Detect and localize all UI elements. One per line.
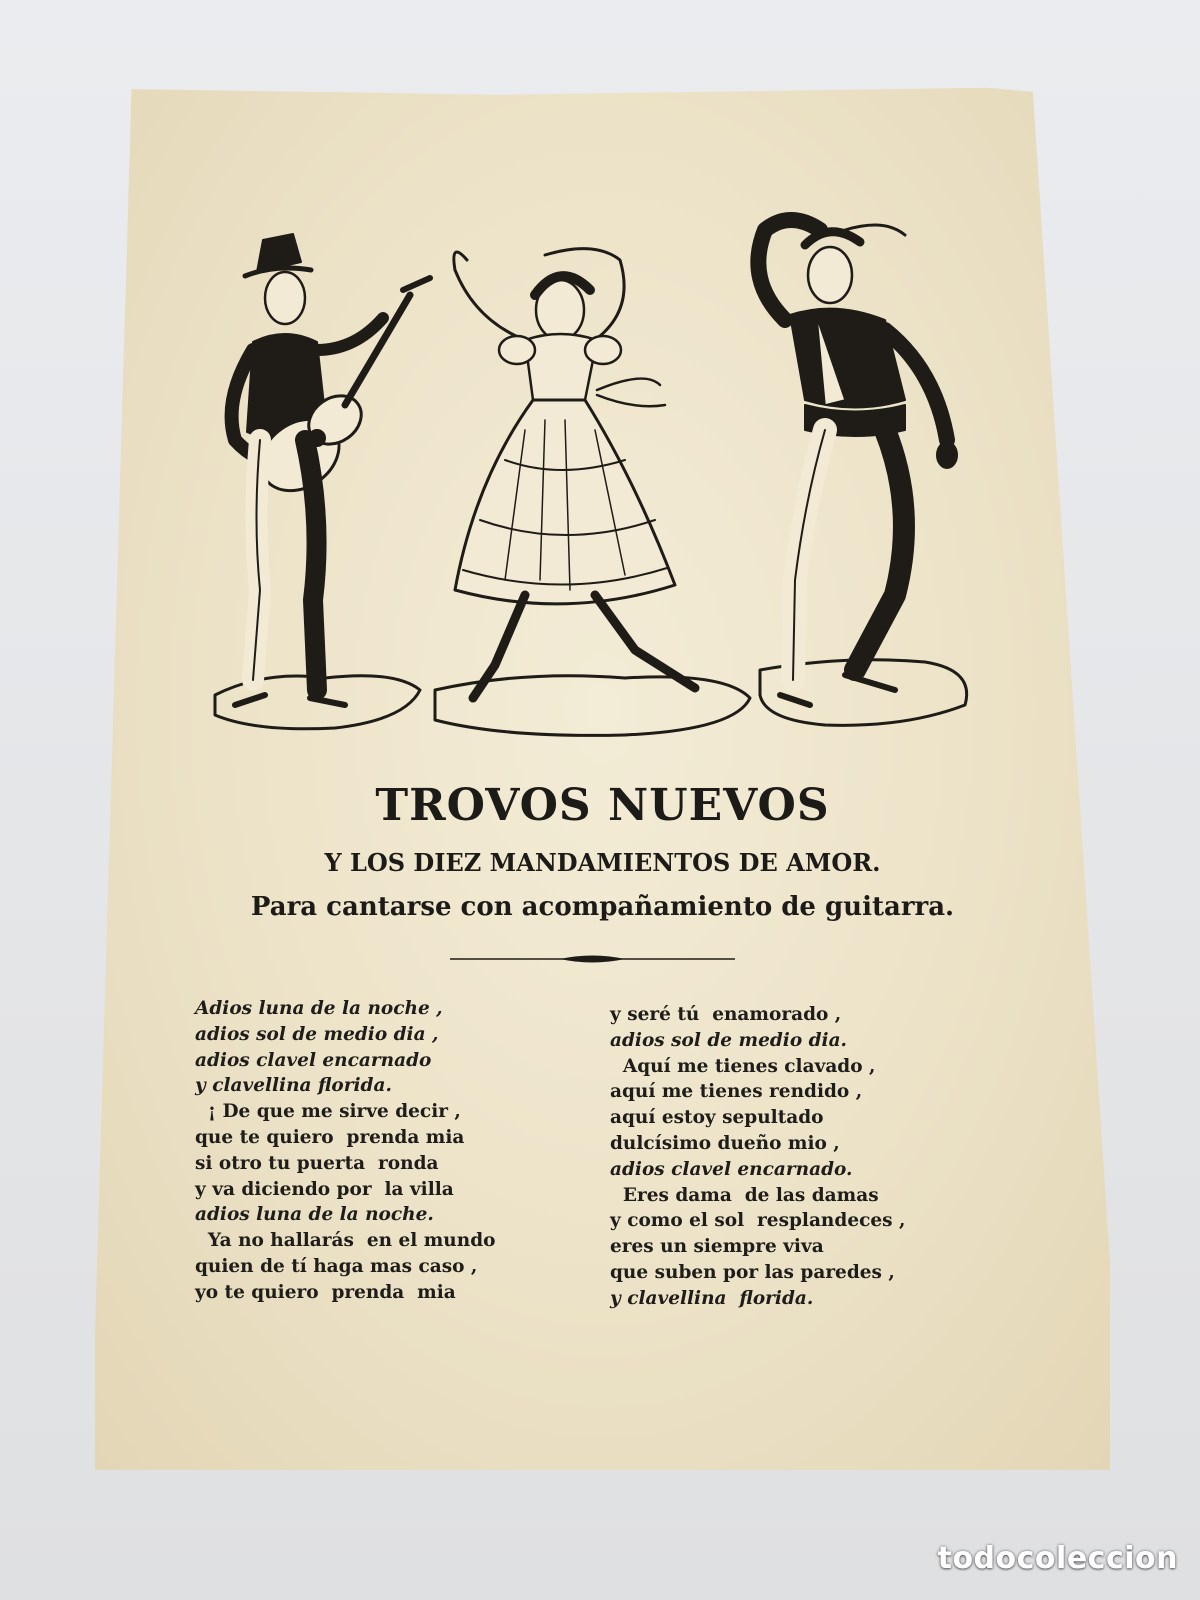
- verse-line: adios luna de la noche.: [195, 1204, 434, 1226]
- ornamental-divider: [450, 952, 735, 966]
- verses-left-column: [195, 996, 495, 1306]
- verse-line: y seré tú enamorado ,: [610, 1004, 842, 1025]
- watermark-logo: todocoleccion: [937, 1541, 1178, 1576]
- verse-line: adios clavel encarnado: [195, 1049, 432, 1071]
- verse-line: y clavellina florida.: [195, 1075, 392, 1097]
- verse-line: aquí me tienes rendido ,: [610, 1081, 863, 1103]
- verse-line: Ya no hallarás en el mundo: [195, 1230, 496, 1252]
- document-title: TROVOS NUEVOS: [375, 780, 830, 831]
- verse-line: que suben por las paredes ,: [610, 1261, 895, 1283]
- verse-line: que te quiero prenda mia: [195, 1126, 465, 1148]
- verse-line: si otro tu puerta ronda: [195, 1152, 439, 1174]
- verse-line: ¡ De que me sirve decir ,: [195, 1101, 461, 1123]
- verse-line: adios clavel encarnado.: [610, 1158, 853, 1180]
- verses-right-column: [610, 1002, 905, 1312]
- verse-line: yo te quiero prenda mia: [195, 1281, 456, 1303]
- verse-line: adios sol de medio dia ,: [195, 1023, 439, 1045]
- document-tagline: Para cantarse con acompañamiento de guitarra.: [250, 892, 955, 922]
- verse-line: quien de tí haga mas caso ,: [195, 1255, 478, 1277]
- verse-line: y clavellina florida.: [610, 1287, 814, 1309]
- verse-line: Aquí me tienes clavado ,: [610, 1055, 876, 1077]
- dancers-woodcut-illustration: [205, 200, 985, 760]
- verse-line: eres un siempre viva: [610, 1236, 824, 1258]
- verse-line: aquí estoy sepultado: [610, 1107, 824, 1129]
- verse-line: Adios luna de la noche ,: [195, 998, 443, 1019]
- verse-line: Eres dama de las damas: [610, 1184, 879, 1206]
- document-subtitle: Y LOS DIEZ MANDAMIENTOS DE AMOR.: [324, 848, 881, 877]
- verse-line: y va diciendo por la villa: [195, 1178, 454, 1200]
- verse-line: adios sol de medio dia.: [610, 1029, 847, 1051]
- verse-line: dulcísimo dueño mio ,: [610, 1132, 840, 1154]
- verse-line: y como el sol resplandeces ,: [610, 1210, 906, 1232]
